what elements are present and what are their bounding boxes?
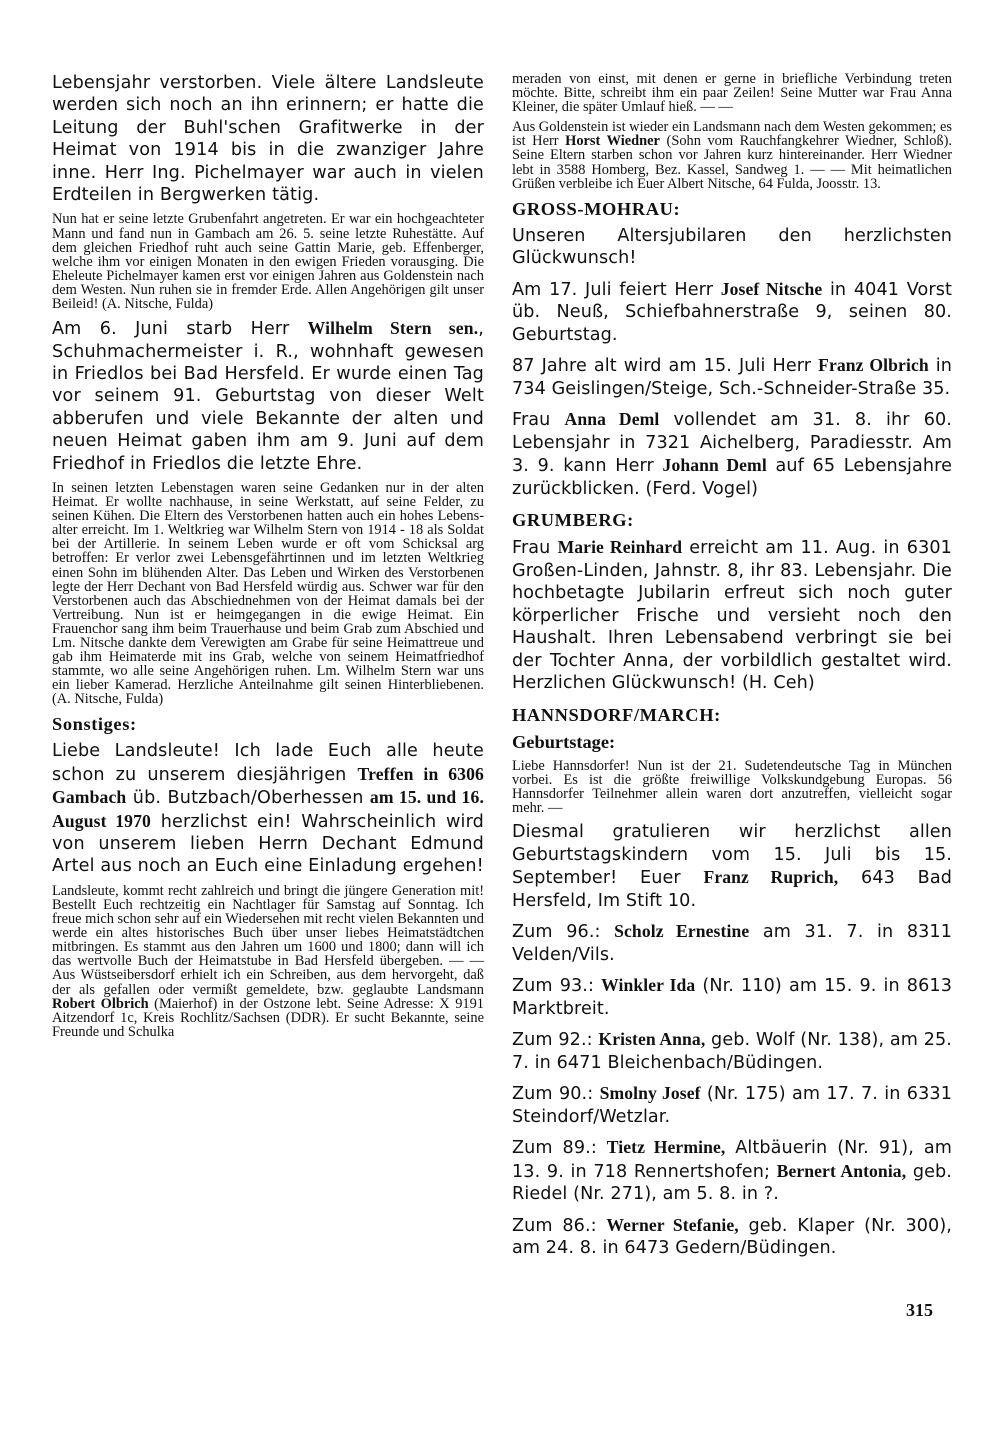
paragraph-meraden: meraden von einst, mit denen er gerne in briefliche Verbindung treten möchte. Bitte, schreibt ihm ein paar Zeilen! Seine Mutter war Frau Anna Kleiner, die später Umlauf hieß. — —: [512, 71, 952, 116]
name-smolny-josef: Smolny Josef: [599, 1083, 701, 1104]
name-wilhelm-stern: Wilhelm Stern sen.: [307, 318, 479, 339]
page-number: 315: [906, 1300, 933, 1320]
name-tietz-hermine: Tietz Hermine,: [606, 1137, 726, 1158]
paragraph-stern-obituary: In seinen letzten Lebenstagen waren seine Gedanken nur in der alten Heimat. Er wollte nachhause, in seine Werkstatt, auf seine Felder, zu seinen Kühen. Die Eltern des Verstorbenen hatten auch ein hohes Lebensalter erreicht. Im 1. Weltkrieg war Wilhelm Stern von 1914 - 18 als Soldat bei der Artillerie. In seinem Leben wurde er oft vom Schicksal arg betroffen: Er verlor zwei Lebensgefährtinnen und im letzten Weltkrieg einen Sohn im blühenden Alter. Das Leben und Wirken des Verstorbenen legte der Herr Dechant von Bad Hersfeld würdig aus. Schwer war für den Verstorbenen auch das Abschiednehmen von der Heimat damals bei der Vertreibung. Nun ist er heimgegangen in die ewige Heimat. Ein Frauenchor sang ihm beim Trauerhause und beim Grab zum Abschied und Lm. Nitsche dankte dem Verewigten am Grabe für seine Heimattreue und gab ihm Heimaterde mit ins Grab, welche von seinem Heimatfriedhof stammte, wo alle seine Angehörigen ruhen. Lm. Wilhelm Stern war uns ein lieber Kamerad. Herzliche Anteilnahme gilt seinen Hinterbliebenen. (A. Nitsche, Fulda): [52, 479, 484, 708]
name-johann-deml: Johann Deml: [662, 455, 767, 476]
paragraph-wilhelm-stern: Am 6. Juni starb Herr Wilhelm Stern sen., Schuhmachermeister i. R., wohnhaft gewesen in Friedlos bei Bad Hersfeld. Er wurde einen Tag vor seinem 91. Geburtstag von dieser Welt abberufen und viele Bekannte der alten und neuen Heimat gaben ihm am 9. Juni auf dem Friedhof in Friedlos die letzte Ehre.: [52, 318, 484, 474]
paragraph-grubenfahrt: Nun hat er seine letzte Grubenfahrt angetreten. Er war ein hochgeachteter Mann und fand nun in Gambach am 26. 5. seine letzte Ruhestätte. Auf dem gleichen Friedhof ruht auch seine Gattin Marie, geb. Effenberger, welche ihm vor einigen Monaten in den ewigen Frieden vorausging. Die Eheleute Pichelmayer kamen erst vor einigen Jahren aus Goldenstein nach dem Westen. Nun ruhen sie in fremder Erde. Allen Angehörigen gilt unser Beileid! (A. Nitsche, Fulda): [52, 211, 484, 312]
paragraph-horst-wiedner: Aus Goldenstein ist wieder ein Landsmann nach dem Westen gekommen; es ist Herr Horst Wiedner (Sohn vom Rauchfangkehrer Wiedner, Schloß). Seine Eltern starben schon vor Jahren kurz hintereinander. Herr Wiedner lebt in 3588 Homberg, Bez. Kassel, Sandweg 1. — — Mit heimatlichen Grüßen verbleibe ich Euer Albert Nitsche, 64 Fulda, Joosstr. 13.: [512, 119, 953, 192]
name-bernert-antonia: Bernert Antonia,: [776, 1160, 907, 1181]
birthday-entry: Zum 89.: Tietz Hermine, Altbäuerin (Nr. 91), am 13. 9. in 718 Rennertshofen; Bernert Antonia, geb. Riedel (Nr. 271), am 5. 8. in ?.: [512, 1137, 952, 1205]
name-marie-reinhard: Marie Reinhard: [557, 537, 683, 558]
paragraph-josef-nitsche: Am 17. Juli feiert Herr Josef Nitsche in 4041 Vorst üb. Neuß, Schiefbahnerstraße 9, seinen 80. Geburtstag.: [512, 278, 952, 345]
paragraph-pichelmayer: Lebensjahr verstorben. Viele ältere Landsleute werden sich noch an ihn erinnern; er hatte die Leitung der Buhl'schen Grafitwerke in der Heimat von 1914 bis in die zwanziger Jahre inne. Herr Ing. Pichelmayer war auch in vielen Erdteilen in Bergwerken tätig.: [52, 73, 484, 206]
subheading-geburtstage: Geburtstage:: [512, 731, 616, 752]
paragraph-marie-reinhard: Frau Marie Reinhard erreicht am 11. Aug. in 6301 Großen-Linden, Jahnstr. 8, ihr 83. Lebensjahr. Die hochbetagte Jubilarin erfreut sich noch guter körperlicher Frische und versieht noch den Haushalt. Ihren Lebensabend verbringt sie bei der Tochter Anna, der vorbildlich gestaltet wird. Herzlichen Glückwunsch! (H. Ceh): [512, 537, 952, 694]
name-kristen-anna: Kristen Anna,: [598, 1029, 706, 1050]
name-anna-deml: Anna Deml: [564, 409, 660, 430]
birthday-entry: Zum 96.: Scholz Ernestine am 31. 7. in 8311 Velden/Vils.: [512, 921, 953, 965]
paragraph-deml: Frau Anna Deml vollendet am 31. 8. ihr 60. Lebensjahr in 7321 Aichelberg, Paradiesstr. Am 3. 9. kann Herr Johann Deml auf 65 Lebensjahre zurückblicken. (Ferd. Vogel): [512, 409, 952, 499]
birthday-entry: Zum 90.: Smolny Josef (Nr. 175) am 17. 7. in 6331 Steindorf/Wetzlar.: [512, 1083, 952, 1127]
name-horst-wiedner: Horst Wiedner: [565, 133, 660, 150]
treffen-location: Treffen in 6306 Gambach: [52, 763, 484, 808]
birthday-entry: Zum 93.: Winkler Ida (Nr. 110) am 15. 9. in 8613 Marktbreit.: [512, 975, 952, 1019]
heading-gross-mohrau: GROSS-MOHRAU:: [512, 198, 681, 219]
birthday-entry: Zum 92.: Kristen Anna, geb. Wolf (Nr. 138), am 25. 7. in 6471 Bleichenbach/Büdingen.: [512, 1029, 952, 1073]
treffen-date: am 15. und 16. August 1970: [52, 787, 485, 831]
paragraph-treffen-invitation: Liebe Landsleute! Ich lade Euch alle heute schon zu unserem diesjährigen Treffen in 6306 Gambach üb. Butzbach/Oberhessen am 15. und 16. August 1970 herzlichst ein! Wahrscheinlich wird von unserem lieben Herrn Dechant Edmund Artel aus noch an Euch eine Einladung ergehen!: [52, 741, 485, 877]
left-column: [52, 72, 484, 1045]
name-werner-stefanie: Werner Stefanie,: [606, 1214, 739, 1235]
right-column: [512, 72, 952, 1268]
paragraph-diesmal: Diesmal gratulieren wir herzlichst allen Geburtstagskindern vom 15. Juli bis 15. September! Euer Franz Ruprich, 643 Bad Hersfeld, Im Stift 10.: [512, 822, 952, 911]
birthday-entry: Zum 86.: Werner Stefanie, geb. Klaper (Nr. 300), am 24. 8. in 6473 Gedern/Büdingen.: [512, 1214, 952, 1259]
name-scholz-ernestine: Scholz Ernestine: [614, 921, 750, 942]
paragraph-gm-glueckwunsch: Unseren Altersjubilaren den herzlichsten Glückwunsch!: [512, 225, 952, 269]
heading-grumberg: GRUMBERG:: [512, 510, 634, 531]
name-josef-nitsche: Josef Nitsche: [720, 278, 823, 299]
paragraph-landsleute: Landsleute, kommt recht zahlreich und bringt die jüngere Generation mit! Bestellt Euch rechtzeitig ein Nachtlager für Samstag auf Sonntag. Ich freue mich schon sehr auf ein Wiedersehen mit recht vielen Bekannten und werde ein altes historisches Buch über unser liebes Heimatstädtchen mitbringen. Es stammt aus den Jahren um 1600 und 1800; dann will ich das wertvolle Buch der Heimatstube in Bad Hersfeld übergeben. — — Aus Wüstseibersdorf erhielt ich ein Schreiben, aus dem hervorgeht, daß der als gefallen oder vermißt gemeldete, bzw. geglaubte Landsmann Robert Olbrich (Maierhof) in der Ostzone lebt. Seine Adresse: X 9191 Aitzendorf 1c, Kreis Rochlitz/Sachsen (DDR). Er sucht Bekannte, seine Freunde und Schulka: [52, 882, 484, 1040]
name-franz-ruprich: Franz Ruprich,: [703, 867, 839, 888]
heading-sonstiges: Sonstiges:: [52, 714, 137, 735]
name-robert-olbrich: Robert Olbrich: [52, 995, 149, 1012]
name-franz-olbrich: Franz Olbrich: [818, 355, 929, 376]
name-winkler-ida: Winkler Ida: [601, 975, 696, 996]
paragraph-franz-olbrich: 87 Jahre alt wird am 15. Juli Herr Franz Olbrich in 734 Geislingen/Steige, Sch.-Schneider-Straße 35.: [512, 355, 952, 399]
paragraph-liebe-hannsdorfer: Liebe Hannsdorfer! Nun ist der 21. Sudetendeutsche Tag in München vorbei. Es ist die größte freiwillige Volkskundgebung Europas. 56 Hannsdorfer Teilnehmer allein waren dort anzutreffen, vielleicht sogar mehr. —: [512, 757, 952, 817]
heading-hannsdorf-march: HANNSDORF/MARCH:: [512, 704, 721, 725]
